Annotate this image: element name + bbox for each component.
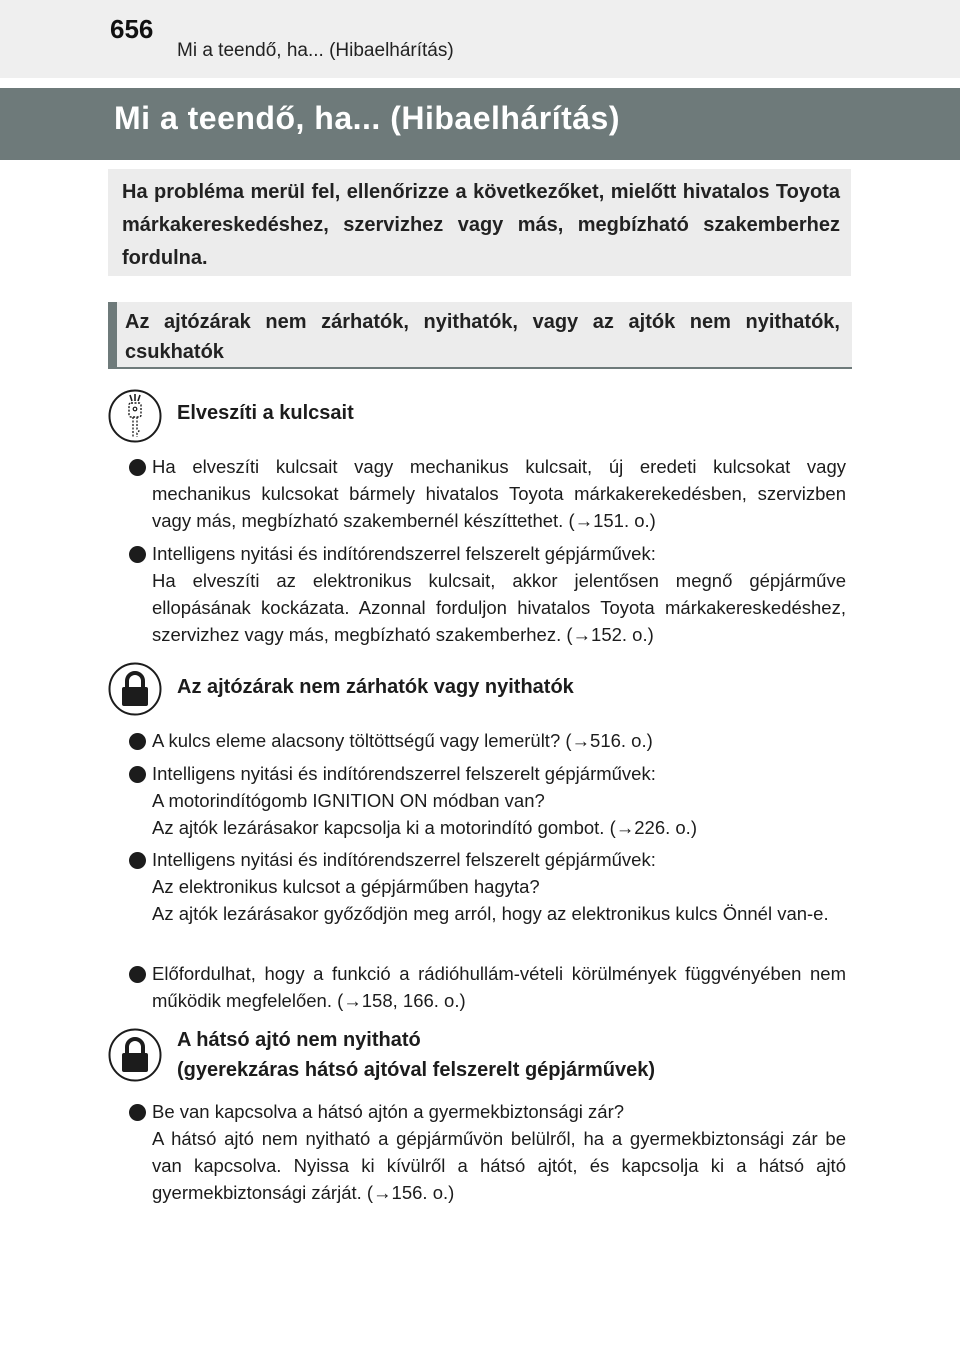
subheading-rear-door: A hátsó ajtó nem nyitható (gyerekzáras hátsó ajtóval felszerelt gépjárművek) — [177, 1029, 655, 1081]
lock-icon — [108, 1028, 162, 1082]
list-item: Intelligens nyitási és indítórendszerrel felszerelt gépjárművek: Az elektronikus kulcsot a gépjárműben hagyta? Az ajtók lezárásakor győződjön meg arról, hogy az elektronikus kulcs Önnél van-e. — [152, 849, 829, 924]
bullet — [129, 1104, 146, 1121]
page-number: 656 — [110, 14, 154, 44]
bullet — [129, 852, 146, 869]
bullet — [129, 966, 146, 983]
bullet — [129, 733, 146, 750]
list-item: Be van kapcsolva a hátsó ajtón a gyermekbiztonsági zár? A hátsó ajtó nem nyitható a gépjárművön belülről, ha a gyermekbiztonsági zár be van kapcsolva. Nyissa ki kívülről a hátsó ajtót, és kapcsolja ki a hátsó ajtó gyermekbiztonsági zárját. (→156. o.) — [152, 1101, 846, 1203]
bullet — [129, 459, 146, 476]
running-head: Mi a teendő, ha... (Hibaelhárítás) — [177, 40, 454, 61]
list-item: Előfordulhat, hogy a funkció a rádióhullám-vételi körülmények függvényében nem működik megfelelően. (→158, 166. o.) — [152, 963, 846, 1011]
bullet — [129, 546, 146, 563]
lock-icon — [108, 662, 162, 716]
list-item: Intelligens nyitási és indítórendszerrel felszerelt gépjárművek: Ha elveszíti az elektronikus kulcsait, akkor jelentősen megnő gépjárműve ellopásának kockázata. Azonnal forduljon hivatalos Toyota márkakereskedéshez, szervizhez vagy más, megbízható szakemberhez. (→152. o.) — [152, 543, 846, 645]
list-item: Intelligens nyitási és indítórendszerrel felszerelt gépjárművek: A motorindítógomb IGNITION ON módban van? Az ajtók lezárásakor kapcsolja ki a motorindító gombot. (→226. o.) — [152, 763, 697, 838]
intro-text: Ha probléma merül fel, ellenőrizze a következőket, mielőtt hivatalos Toyota márkakereskedéshez, szervizhez vagy más, megbízható szakemberhez fordulna. — [122, 181, 840, 269]
subheading-lost-keys: Elveszíti a kulcsait — [177, 402, 354, 424]
key-icon — [108, 389, 162, 443]
section-title: Az ajtózárak nem zárhatók, nyithatók, vagy az ajtók nem nyithatók, csukhatók — [125, 311, 840, 363]
list-item: A kulcs eleme alacsony töltöttségű vagy lemerült? (→516. o.) — [152, 730, 653, 751]
subheading-locks: Az ajtózárak nem zárhatók vagy nyithatók — [177, 676, 574, 698]
page-title: Mi a teendő, ha... (Hibaelhárítás) — [114, 100, 620, 136]
bullet — [129, 766, 146, 783]
list-item: Ha elveszíti kulcsait vagy mechanikus kulcsait, új eredeti kulcsokat vagy mechanikus kulcsokat bármely hivatalos Toyota márkakerekedésben, szervizben vagy más, megbízható szakembernél készíttethet. (→151. o.) — [152, 456, 846, 531]
